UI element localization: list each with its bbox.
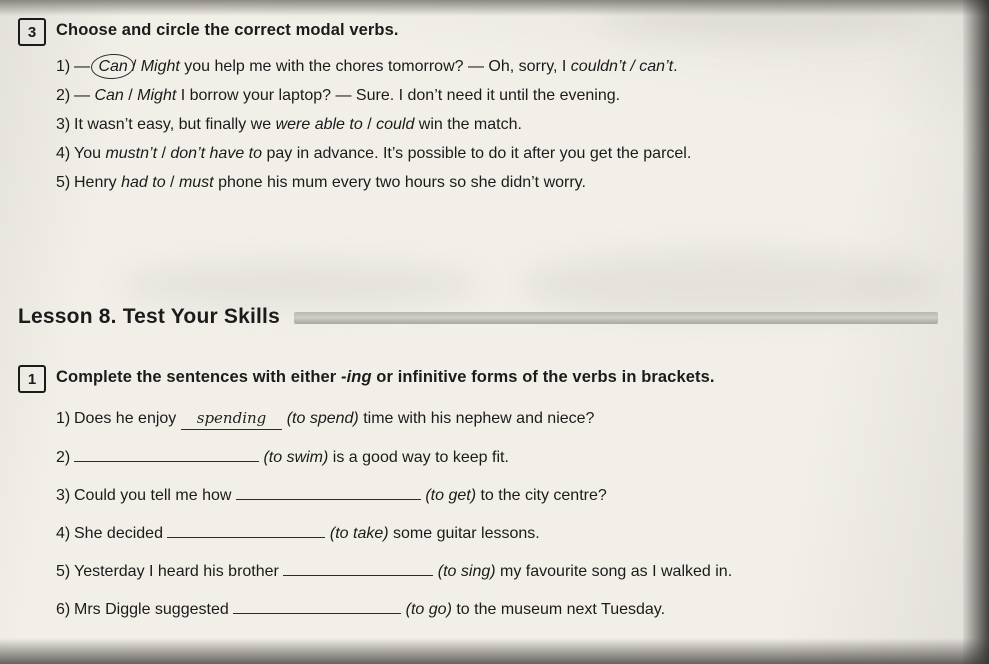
- answer-blank[interactable]: [283, 559, 433, 576]
- verb-bracket: (to spend): [286, 410, 359, 427]
- list-item: [40, 597, 978, 620]
- item-separator: /: [131, 58, 141, 75]
- option-2[interactable]: Might: [137, 87, 177, 104]
- exercise-1-items: [18, 409, 978, 620]
- heading-rule: [294, 312, 938, 324]
- item-number: 4): [56, 524, 71, 542]
- title-part-ing: -ing: [340, 368, 372, 386]
- scan-edge-top: [0, 0, 989, 16]
- exercise-1-title: [56, 365, 715, 387]
- item-number: 5): [56, 174, 71, 191]
- item-prefix: —: [74, 58, 95, 75]
- item-prefix: She decided: [74, 524, 163, 542]
- item-suffix: is a good way to keep fit.: [332, 448, 509, 466]
- item-text: [74, 483, 978, 506]
- item-text: [74, 86, 978, 106]
- item-suffix: to the city centre?: [480, 486, 607, 504]
- list-item: [40, 144, 978, 164]
- item-suffix: I borrow your laptop? — Sure. I don’t need it until the evening.: [176, 87, 621, 104]
- title-part-c: or infinitive forms of the verbs in brackets.: [371, 368, 715, 386]
- item-suffix: some guitar lessons.: [393, 524, 540, 542]
- item-suffix: phone his mum every two hours so she didn’t worry.: [213, 174, 586, 191]
- scan-edge-right: [963, 0, 989, 664]
- list-item: [40, 409, 978, 430]
- item-suffix: to the museum next Tuesday.: [456, 600, 666, 618]
- item-prefix: You: [74, 145, 106, 162]
- option-2[interactable]: could: [376, 116, 415, 133]
- item-prefix: Mrs Diggle suggested: [74, 600, 229, 618]
- item-number: 2): [56, 448, 71, 466]
- item-text: [74, 409, 978, 430]
- item-separator: /: [362, 116, 377, 133]
- item-suffix: win the match.: [414, 116, 522, 133]
- answer-blank[interactable]: spending: [181, 409, 283, 430]
- item-tail-end: .: [673, 58, 678, 75]
- verb-bracket: (to sing): [437, 562, 496, 580]
- item-text: [74, 559, 978, 582]
- title-part-a: Complete the sentences with either: [56, 368, 341, 386]
- item-number: 2): [56, 87, 71, 104]
- list-item: [40, 559, 978, 582]
- exercise-1: [18, 365, 978, 635]
- exercise-number-badge: 1: [18, 365, 46, 393]
- scan-edge-bottom: [0, 638, 989, 664]
- exercise-3: [18, 18, 978, 202]
- item-number: 5): [56, 562, 71, 580]
- item-text: [74, 144, 978, 164]
- list-item: [40, 521, 978, 544]
- exercise-3-items: [18, 57, 978, 193]
- item-text: [74, 57, 978, 77]
- item-number: 3): [56, 116, 71, 133]
- item-suffix: you help me with the chores tomorrow? — Oh, sorry, I: [179, 58, 571, 75]
- paper-smudge: [120, 262, 480, 308]
- answer-blank[interactable]: [74, 445, 259, 462]
- exercise-1-header: [18, 365, 978, 393]
- item-number: 1): [56, 58, 71, 75]
- item-prefix: —: [74, 87, 95, 104]
- circled-answer-can[interactable]: Can: [94, 57, 131, 77]
- item-text: [74, 597, 978, 620]
- verb-bracket: (to get): [425, 486, 477, 504]
- option-1[interactable]: Can: [94, 87, 124, 104]
- item-number: 6): [56, 600, 71, 618]
- option-might[interactable]: Might: [140, 58, 180, 75]
- item-suffix: time with his nephew and niece?: [363, 410, 595, 427]
- option-1[interactable]: had to: [121, 174, 166, 191]
- list-item: [40, 115, 978, 135]
- item-suffix: my favourite song as I walked in.: [500, 562, 733, 580]
- exercise-number-badge: 3: [18, 18, 46, 46]
- answer-blank[interactable]: [233, 597, 401, 614]
- item-prefix: Yesterday I heard his brother: [74, 562, 279, 580]
- verb-bracket: (to swim): [263, 448, 329, 466]
- list-item: [40, 173, 978, 193]
- item-separator: /: [165, 174, 179, 191]
- list-item: [40, 483, 978, 506]
- verb-bracket: (to take): [329, 524, 389, 542]
- item-text: [74, 115, 978, 135]
- option-1[interactable]: mustn’t: [105, 145, 158, 162]
- item-prefix: It wasn’t easy, but finally we: [74, 116, 276, 133]
- item-suffix: pay in advance. It’s possible to do it after you get the parcel.: [262, 145, 692, 162]
- item-prefix: Henry: [74, 174, 122, 191]
- item-prefix: Does he enjoy: [74, 410, 177, 427]
- option-1[interactable]: were able to: [275, 116, 363, 133]
- item-text: [74, 521, 978, 544]
- list-item: [40, 57, 978, 77]
- item-separator: /: [157, 145, 171, 162]
- item-text: [74, 173, 978, 193]
- item-text: [74, 445, 978, 468]
- answer-blank[interactable]: [167, 521, 325, 538]
- item-tail-options[interactable]: couldn’t / can’t: [570, 58, 674, 75]
- exercise-3-title: Choose and circle the correct modal verbs.: [56, 21, 399, 39]
- item-number: 4): [56, 145, 71, 162]
- item-number: 3): [56, 486, 71, 504]
- item-separator: /: [123, 87, 138, 104]
- item-number: 1): [56, 410, 71, 427]
- option-2[interactable]: must: [178, 174, 214, 191]
- item-prefix: Could you tell me how: [74, 486, 232, 504]
- lesson-title: Lesson 8. Test Your Skills: [18, 305, 280, 328]
- lesson-heading: [18, 305, 938, 329]
- list-item: [40, 445, 978, 468]
- option-2[interactable]: don’t have to: [170, 145, 262, 162]
- list-item: [40, 86, 978, 106]
- verb-bracket: (to go): [405, 600, 452, 618]
- answer-blank[interactable]: [236, 483, 421, 500]
- exercise-3-header: [18, 18, 978, 46]
